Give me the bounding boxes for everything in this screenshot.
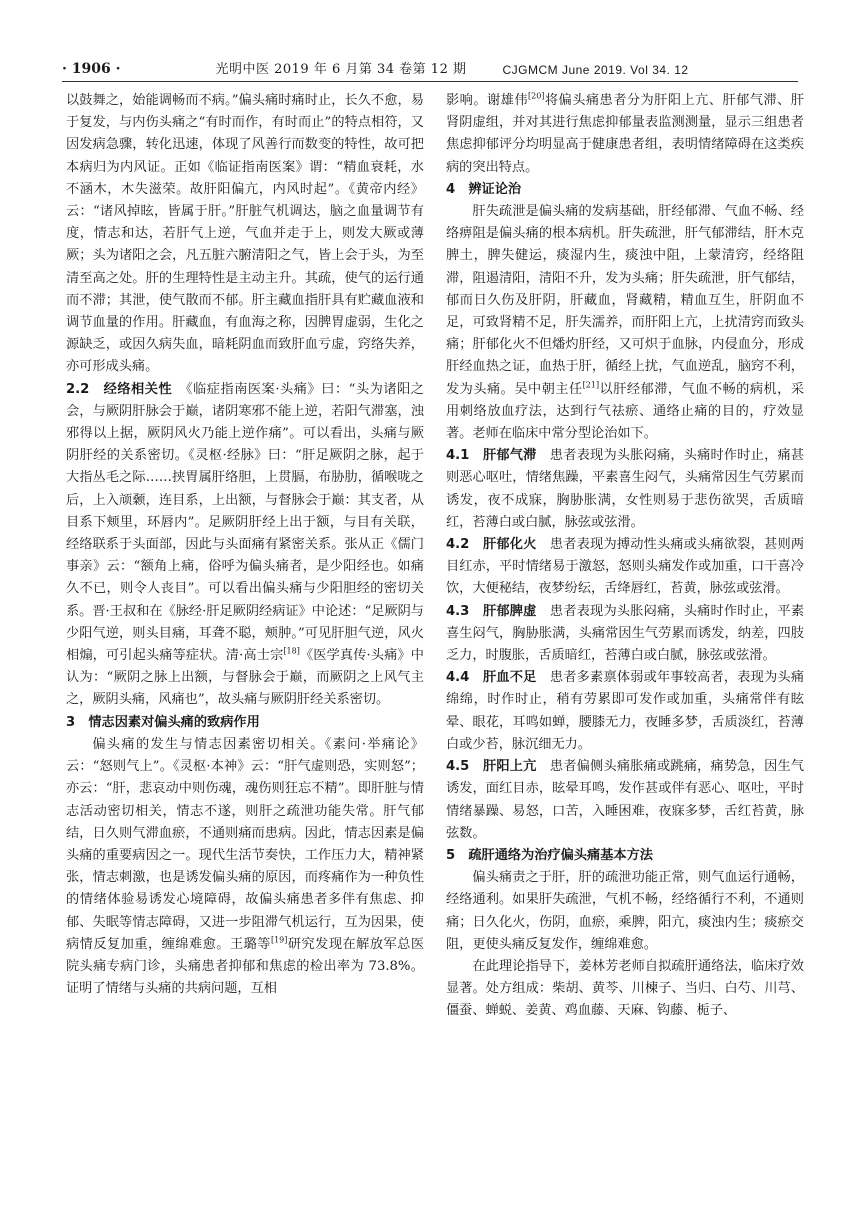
section-title: 肝郁气滞: [482, 448, 537, 464]
section-text: 偏头痛的发生与情志因素密切相关。《素问·举痛论》云：“怒则气上”。《灵枢·本神》云：“肝气虚则恐，实则怒”；亦云：“肝，悲哀动中则伤魂，魂伤则狂忘不精”。即肝脏与情志活动密切相关，情志不遂，则肝之疏泄功能失常。肝气郁结，日久则气滞血瘀，不通则痛而患病。因此，情志因素是偏头痛的重要病因之一。现代生活节奏快，工作压力大，精神紧张，情志刺激，也是诱发偏头痛的原因，而疼痛作为一种负性的情绪体验易诱发心境障碍，故偏头痛患者多伴有焦虑、抑郁、失眠等情志障碍，又进一步阻滞气机运行，互为因果，使病情反复加重，缠绵难愈。王璐等: [66, 736, 424, 952]
section-title: 肝郁化火: [482, 537, 537, 553]
section-3-heading: [66, 712, 424, 734]
reference-mark: [19]: [270, 935, 288, 945]
paragraph: [446, 201, 804, 445]
section-text: 肝失疏泄是偏头痛的发病基础，肝经郁滞、气血不畅、经络痹阻是偏头痛的根本病机。肝失疏泄，肝气郁滞结，肝木克脾土，脾失健运，痰湿内生，痰浊中阻，上蒙清窍，经络阻滞，阻遏清阳，清阳不升，发为头痛；肝失疏泄，肝气郁结，郁而日久伤及肝阴，肝藏血，肾藏精，精血互生，肝阴血不足，可致肾精不足，肝失濡养，而肝阳上亢，上扰清窍而致头痛；肝郁化火不但燔灼肝经，又可炽于血脉，内侵血分，形成肝经血热之证，血热于肝，循经上扰，气血逆乱，脑窍不利，发为头痛。吴中朝主任: [446, 204, 804, 397]
section-4-2: [446, 534, 804, 601]
journal-title-cn: 光明中医 2019 年 6 月第 34 卷第 12 期: [215, 62, 467, 77]
section-text-cont: 以肝经郁滞，气血不畅的病机，采用刺络放血疗法，达到行气祛瘀、通络止痛的目的，疗效显著。老师在临床中常分型论治如下。: [446, 381, 805, 442]
section-text: 患者多素禀体弱或年事较高者，表现为头痛绵绵，时作时止，稍有劳累即可发作或加重，头痛常伴有眩晕、眼花，耳鸣如蝉，腰膝无力，夜睡多梦，舌质淡红，苔薄白或少苔，脉沉细无力。: [446, 670, 805, 752]
section-2-2: [66, 379, 424, 712]
section-number: 5: [446, 847, 456, 863]
reference-mark: [18]: [283, 646, 300, 656]
journal-title-en: CJGMCM June 2019. Vol 34. 12: [502, 63, 689, 77]
section-title: 肝血不足: [482, 670, 537, 686]
section-number: 3: [66, 714, 76, 730]
section-title: 经络相关性: [103, 381, 173, 397]
section-4-5: [446, 756, 804, 845]
section-number: 4.2: [446, 537, 470, 553]
section-4-heading: [446, 179, 804, 201]
section-number: 4.3: [446, 603, 470, 619]
section-4-3: [446, 601, 804, 668]
paragraph: 在此理论指导下，姜林芳老师自拟疏肝通络法，临床疗效显著。处方组成：柴胡、黄芩、川楝子、当归、白芍、川芎、僵蚕、蝉蜕、姜黄、鸡血藤、天麻、钩藤、栀子、: [446, 958, 804, 1019]
section-title: 肝郁脾虚: [482, 603, 537, 619]
section-text: 患者表现为头胀闷痛，头痛时作时止，平素喜生闷气，胸胁胀满，头痛常因生气劳累而诱发，纳差，四肢乏力，时腹胀，舌质暗红，苔薄白或白腻，脉弦或弦滑。: [446, 603, 805, 664]
section-text-cont: 《医学真传·头痛》中认为：“厥阴之脉上出额，与督脉会于巅，而厥阴之上风气主之，厥阴头痛，风痛也”，故头痛与厥阴肝经关系密切。: [66, 648, 424, 708]
paragraph: [66, 734, 424, 1000]
paragraph: 以鼓舞之，始能调畅而不病。”偏头痛时痛时止，长久不愈，易于复发，与内伤头痛之“有时而作，有时而止”的特点相符，又因发病急骤，转化迅速，体现了风善行而数变的特性，故可把本病归为内风证。正如《临证指南医案》谓：“精血衰耗，水不涵木，木失滋荣。故肝阳偏亢，内风时起”。《黄帝内经》云：“诸风掉眩，皆属于肝。”肝脏气机调达，脑之血量调节有度，情志和达，若肝气上逆，气血并走于上，则发大厥或薄厥；头为诸阳之会，凡五脏六腑清阳之气，皆上会于头，为至清至高之处。肝的生理特性是主动主升。其疏，使气的运行通而不滞；其泄，使气散而不郁。肝主藏血指肝具有贮藏血液和调节血量的作用。肝藏血，有血海之称，因脾胃虚弱，生化之源缺乏，或因久病失血，暗耗阴血而致肝血亏虚，窍络失养，亦可形成头痛。: [66, 93, 424, 375]
section-text: 患者表现为头胀闷痛，头痛时作时止，痛甚则恶心呕吐，情绪焦躁，平素喜生闷气，头痛常因生气劳累而诱发，夜不成寐，胸胁胀满，女性则易于悲伤欲哭，舌质暗红，苔薄白或白腻，脉弦或弦滑。: [446, 448, 805, 530]
section-title: 疏肝通络为治疗偏头痛基本方法: [468, 847, 653, 863]
section-number: 4.1: [446, 448, 470, 464]
section-4-4: [446, 667, 804, 756]
section-text-cont: 研究发现在解放军总医院头痛专病门诊，头痛患者抑郁和焦虑的检出率为 73.8%。证明了情绪与头痛的共病问题，互相: [66, 936, 425, 997]
right-column: [446, 90, 804, 1023]
section-text: 《临症指南医案·头痛》曰：“头为诸阳之会，与厥阴肝脉会于巅，诸阴寒邪不能上逆，若阳气滞塞，浊邪得以上据，厥阴风火乃能上逆作痛”。可以看出，头痛与厥阴肝经的关系密切。《灵枢·经脉》曰：“肝足厥阴之脉，起于大指丛毛之际……挟胃属肝络胆，上贯膈，布胁肋，循喉咙之后，上入颃颡，连目系，上出额，与督脉会于巅：其支者，从目系下颊里，环唇内”。足厥阴肝经上出于额，与目有关联，经络联系于头面部，因此与头面痛有紧密关系。张从正《儒门事亲》云：“额角上痛，俗呼为偏头痛者，是少阳经也。如痛久不已，则令人丧目”。可以看出偏头痛与少阳胆经的密切关系。晋·王叔和在《脉经·肝足厥阴经病证》中论述：“足厥阴与少阳气逆，则头目痛，耳聋不聪，颊肿。”可见肝胆气逆，风火相煽，可引起头痛等症状。清·高士宗: [66, 381, 424, 664]
reference-mark: [20]: [527, 91, 545, 101]
section-title: 肝阳上亢: [482, 759, 537, 775]
text-cont: 将偏头痛患者分为肝阳上亢、肝郁气滞、肝肾阴虚组，并对其进行焦虑抑郁量表监测测量，显示三组患者焦虑抑郁评分均明显高于健康患者组，表明情绪障碍在这类疾病的突出特点。: [446, 93, 805, 175]
page-number: · 1906 ·: [62, 61, 121, 77]
section-title: 情志因素对偏头痛的致病作用: [88, 714, 260, 730]
section-title: 辨证论治: [468, 181, 522, 197]
page-header: [62, 56, 798, 82]
section-number: 4.5: [446, 759, 470, 775]
paragraph: 偏头痛责之于肝，肝的疏泄功能正常，则气血运行通畅，经络通利。如果肝失疏泄，气机不畅，经络循行不利，不通则痛；日久化火，伤阴，血瘀，乘脾，阳亢，痰浊内生；痰瘀交阻，更使头痛反复发作，缠绵难愈。: [446, 870, 804, 952]
reference-mark: [21]: [582, 380, 600, 390]
paragraph: [446, 90, 804, 179]
section-number: 4.4: [446, 670, 470, 686]
text: 影响。谢雄伟: [446, 93, 528, 108]
section-4-1: [446, 445, 804, 534]
section-number: 2.2: [66, 381, 90, 397]
section-text: 患者表现为搏动性头痛或头痛欲裂，甚则两目红赤，平时情绪易于激怒，怒则头痛发作或加重，口干喜冷饮，大便秘结，夜梦纷纭，舌绛唇红，苔黄，脉弦或弦滑。: [446, 537, 805, 597]
left-column: [66, 90, 424, 1000]
section-5-heading: [446, 845, 804, 867]
section-number: 4: [446, 181, 456, 197]
section-text: 患者偏侧头痛胀痛或跳痛，痛势急，因生气诱发，面红目赤，眩晕耳鸣，发作甚或伴有恶心、呕吐，平时情绪暴躁、易怒，口苦，入睡困难，夜寐多梦，舌红苔黄，脉弦数。: [446, 759, 805, 841]
